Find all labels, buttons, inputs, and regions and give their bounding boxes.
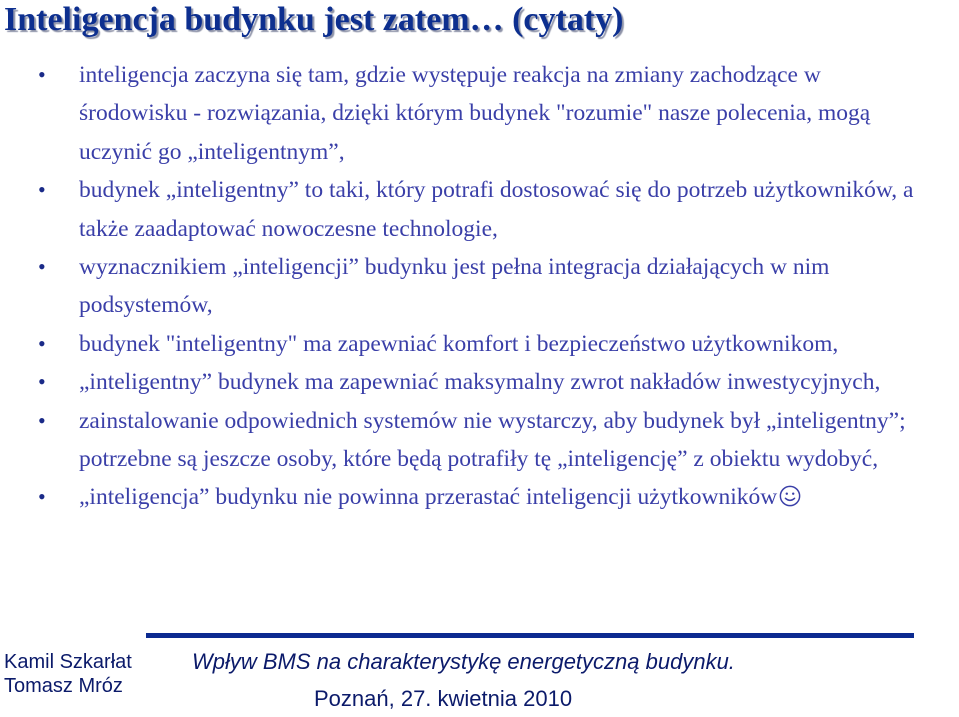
footer-place-date: Poznań, 27. kwietnia 2010	[314, 686, 573, 711]
footer-subtitle: Wpływ BMS na charakterystykę energetyczną budynku.	[192, 649, 735, 674]
author-name: Tomasz Mróz	[4, 675, 123, 697]
smiley-icon	[779, 485, 801, 507]
bullet-text: zainstalowanie odpowiednich systemów nie wystarczy, aby budynek był „inteligentny”; potrzebne są jeszcze osoby, które będą potrafiły tę „inteligencję” z obiektu wydobyć,	[79, 407, 906, 473]
footer-divider	[146, 633, 914, 638]
author-name: Kamil Szkarłat	[4, 651, 132, 673]
bullet-text: budynek „inteligentny” to taki, który potrafi dostosować się do potrzeb użytkowników, a także zaadaptować nowoczesne technologie,	[79, 177, 914, 242]
bullet-item	[0, 248, 959, 325]
bullet-text: wyznacznikiem „inteligencji” budynku jest pełna integracja działających w nim podsystemów,	[79, 254, 830, 319]
bullet-item	[0, 56, 959, 171]
bullet-text: budynek "inteligentny" ma zapewniać komfort i bezpieczeństwo użytkownikom,	[79, 330, 839, 357]
bullet-text: „inteligencja” budynku nie powinna przerastać inteligencji użytkowników	[79, 484, 778, 511]
bullet-list	[0, 56, 959, 517]
bullet-item	[0, 171, 959, 248]
bullet-item	[0, 363, 959, 401]
bullet-item	[0, 478, 959, 516]
bullet-text: „inteligentny” budynek ma zapewniać maksymalny zwrot nakładów inwestycyjnych,	[79, 369, 881, 396]
bullet-item	[0, 402, 959, 479]
footer-authors	[4, 650, 132, 698]
bullet-text: inteligencja zaczyna się tam, gdzie występuje reakcja na zmiany zachodzące w środowisku - rozwiązania, dzięki którym budynek "rozumie" nasze polecenia, mogą uczynić go „inteligentnym”,	[79, 62, 871, 165]
bullet-item	[0, 325, 959, 363]
slide-title: Inteligencja budynku jest zatem… (cytaty)	[4, 1, 624, 38]
